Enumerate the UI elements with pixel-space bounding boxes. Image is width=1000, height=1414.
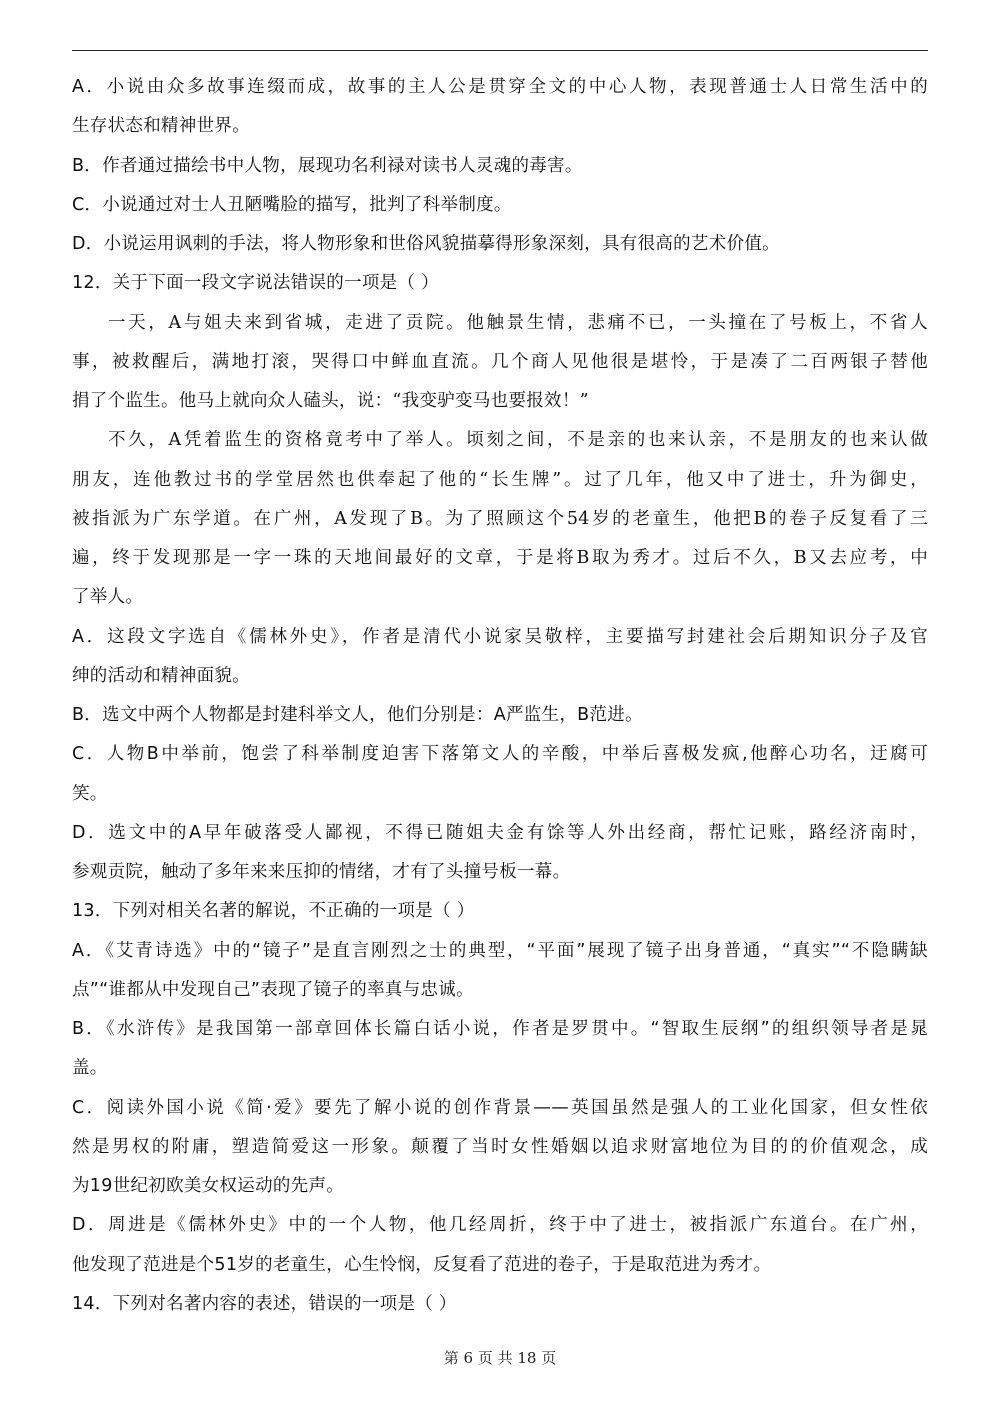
- text-line: 14．下列对名著内容的表述，错误的一项是（ ）: [72, 1293, 457, 1314]
- answer-option: [72, 700, 928, 739]
- answer-option: [72, 1210, 928, 1289]
- text-line: D．选文中的A早年破落受人鄙视，不得已随姐夫金有馀等人外出经商，帮忙记账，路经济南时，: [72, 822, 928, 843]
- text-line: 了举人。: [72, 587, 144, 608]
- text-line: 12．关于下面一段文字说法错误的一项是（ ）: [72, 273, 439, 294]
- answer-option: [72, 936, 928, 1015]
- answer-option: [72, 622, 928, 701]
- text-line: 他发现了范进是个51岁的老童生，心生怜悯，反复看了范进的卷子，于是取范进为秀才。: [72, 1254, 772, 1275]
- header-rule: [72, 50, 928, 51]
- text-line: 参观贡院，触动了多年来来压抑的情绪，才有了头撞号板一幕。: [72, 862, 571, 882]
- text-line: 遍，终于发现那是一字一珠的天地间最好的文章，于是将B取为秀才。过后不久，B又去应考，中: [72, 548, 928, 568]
- text-line: 一天，A与姐夫来到省城，走进了贡院。他触景生情，悲痛不已，一头撞在了号板上，不省人: [108, 312, 928, 333]
- question-stem: [72, 1289, 928, 1328]
- text-line: C．小说通过对士人丑陋嘴脸的描写，批判了科举制度。: [72, 194, 512, 215]
- question-stem: [72, 268, 928, 307]
- answer-option: [72, 818, 928, 897]
- text-line: B．选文中两个人物都是封建科举文人，他们分别是：A严监生，B范进。: [72, 705, 643, 725]
- text-line: 绅的活动和精神面貌。: [72, 665, 250, 686]
- page-footer: 第 6 页 共 18 页: [443, 1349, 557, 1367]
- answer-option: [72, 229, 928, 268]
- text-line: 不久，A凭着监生的资格竟考中了举人。顷刻之间，不是亲的也来认亲，不是朋友的也来认做: [108, 430, 928, 451]
- reading-passage: [72, 425, 928, 621]
- text-line: 然是男权的附庸，塑造简爱这一形象。颠覆了当时女性婚姻以追求财富地位为目的的价值观念，成: [72, 1136, 928, 1157]
- answer-option: [72, 151, 928, 190]
- answer-option: [72, 1014, 928, 1093]
- text-line: 朋友，连他教过书的学堂居然也供奉起了他的“长生牌”。过了几年，他又中了进士，升为御史，: [72, 469, 928, 490]
- reading-passage: [72, 308, 928, 426]
- document-body: [72, 72, 928, 1328]
- question-stem: [72, 896, 928, 935]
- text-line: 事，被救醒后，满地打滚，哭得口中鲜血直流。几个商人见他很是堪怜，于是凑了二百两银子替他: [72, 351, 928, 372]
- text-line: B．《水浒传》是我国第一部章回体长篇白话小说，作者是罗贯中。“智取生辰纲”的组织领导者是晁: [72, 1019, 928, 1039]
- text-line: 被指派为广东学道。在广州，A发现了B。为了照顾这个54岁的老童生，他把B的卷子反复看了三: [72, 508, 928, 529]
- text-line: A．《艾青诗选》中的“镜子”是直言刚烈之士的典型，“平面”展现了镜子出身普通，“真实”“不隐瞒缺: [72, 940, 928, 961]
- text-line: 13．下列对相关名著的解说，不正确的一项是（ ）: [72, 901, 475, 922]
- text-line: B．作者通过描绘书中人物，展现功名利禄对读书人灵魂的毒害。: [72, 155, 583, 176]
- text-line: 生存状态和精神世界。: [72, 116, 250, 137]
- answer-option: [72, 72, 928, 151]
- text-line: D．小说运用讽刺的手法，将人物形象和世俗风貌描摹得形象深刻，具有很高的艺术价值。: [72, 234, 780, 254]
- text-line: 盖。: [72, 1058, 108, 1079]
- answer-option: [72, 1093, 928, 1211]
- text-line: C．阅读外国小说《简·爱》要先了解小说的创作背景——英国虽然是强人的工业化国家，但女性依: [72, 1097, 928, 1118]
- text-line: 点”“谁都从中发现自己”表现了镜子的率真与忠诚。: [72, 979, 474, 1000]
- text-line: 捐了个监生。他马上就向众人磕头，说：“我变驴变马也要报效！”: [72, 391, 589, 411]
- text-line: A．小说由众多故事连缀而成，故事的主人公是贯穿全文的中心人物，表现普通士人日常生活中的: [72, 77, 928, 97]
- answer-option: [72, 739, 928, 818]
- text-line: A．这段文字选自《儒林外史》，作者是清代小说家吴敬梓，主要描写封建社会后期知识分子及官: [72, 626, 928, 647]
- text-line: 笑。: [72, 783, 108, 804]
- text-line: 为19世纪初欧美女权运动的先声。: [72, 1176, 345, 1196]
- answer-option: [72, 190, 928, 229]
- text-line: C．人物B中举前，饱尝了科举制度迫害下落第文人的辛酸，中举后喜极发疯,他醉心功名，迂腐可: [72, 744, 928, 765]
- text-line: D．周进是《儒林外史》中的一个人物，他几经周折，终于中了进士，被指派广东道台。在广州，: [72, 1215, 928, 1236]
